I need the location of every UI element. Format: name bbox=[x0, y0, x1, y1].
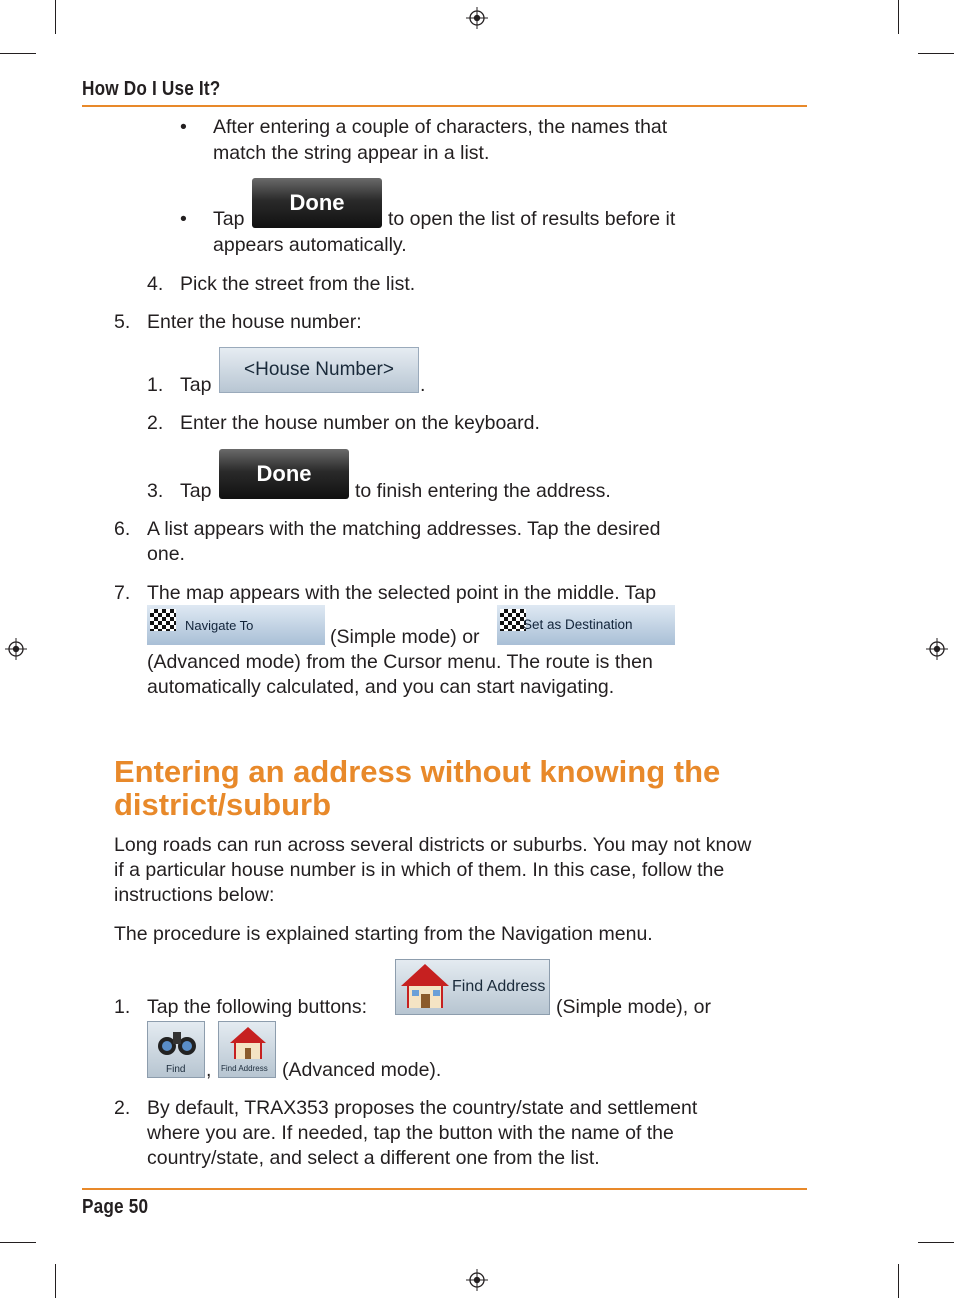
bullet2-tap: Tap bbox=[213, 208, 245, 230]
running-header: How Do I Use It? bbox=[82, 78, 221, 100]
step-number: 2. bbox=[114, 1097, 131, 1119]
bullet2-text: to open the list of results before it bbox=[388, 208, 676, 230]
step7-mid: (Simple mode) or bbox=[330, 626, 480, 648]
step6-line2: one. bbox=[147, 543, 185, 565]
sub2-text: Enter the house number on the keyboard. bbox=[180, 412, 540, 434]
s1-text: Tap the following buttons: bbox=[147, 996, 368, 1018]
step-number: 3. bbox=[147, 480, 164, 502]
house-number-button[interactable]: <House Number> bbox=[219, 347, 419, 393]
set-as-destination-button[interactable] bbox=[497, 605, 675, 645]
step-number: 5. bbox=[114, 311, 131, 333]
crop-mark bbox=[55, 0, 56, 34]
step-number: 7. bbox=[114, 582, 131, 604]
find-address-button[interactable] bbox=[395, 959, 550, 1015]
step6-line1: A list appears with the matching addresses. Tap the desired bbox=[147, 518, 661, 540]
navigate-to-button[interactable] bbox=[147, 605, 325, 645]
bullet2-line2: appears automatically. bbox=[213, 234, 407, 256]
sub1-tap: Tap bbox=[180, 374, 212, 396]
footer-rule bbox=[82, 1188, 807, 1190]
crop-mark bbox=[918, 1242, 954, 1243]
step-number: 6. bbox=[114, 518, 131, 540]
navigate-to-label: Navigate To bbox=[185, 618, 254, 633]
step-number: 4. bbox=[147, 273, 164, 295]
sub3-tap: Tap bbox=[180, 480, 212, 502]
s2-line3: country/state, and select a different one from the list. bbox=[147, 1147, 600, 1169]
crop-mark bbox=[918, 53, 954, 54]
sub3-text: to finish entering the address. bbox=[355, 480, 611, 502]
find-address-small-label: Find Address bbox=[221, 1064, 268, 1073]
crop-mark bbox=[898, 1264, 899, 1298]
para1-line3: instructions below: bbox=[114, 884, 275, 906]
bullet-marker: • bbox=[180, 116, 187, 138]
set-as-destination-label: Set as Destination bbox=[523, 617, 633, 632]
step7-line3: (Advanced mode) from the Cursor menu. The route is then bbox=[147, 651, 653, 673]
page-number: Page 50 bbox=[82, 1196, 149, 1218]
section-title-line2: district/suburb bbox=[114, 787, 332, 822]
step-number: 2. bbox=[147, 412, 164, 434]
find-address-small-button[interactable] bbox=[218, 1021, 276, 1078]
binoculars-icon bbox=[156, 1026, 198, 1060]
para1-line2: if a particular house number is in which of them. In this case, follow the bbox=[114, 859, 725, 881]
section-title-line1: Entering an address without knowing the bbox=[114, 754, 721, 789]
s1-comma: , bbox=[206, 1059, 212, 1081]
bullet1-line1: After entering a couple of characters, the names that bbox=[213, 116, 668, 138]
registration-mark-icon bbox=[466, 7, 488, 29]
step5-text: Enter the house number: bbox=[147, 311, 362, 333]
registration-mark-icon bbox=[5, 638, 27, 660]
s2-line2: where you are. If needed, tap the button with the name of the bbox=[147, 1122, 674, 1144]
crop-mark bbox=[898, 0, 899, 34]
header-rule bbox=[82, 105, 807, 107]
find-address-label: Find Address bbox=[452, 978, 546, 995]
checkered-flag-icon bbox=[150, 609, 176, 631]
house-icon bbox=[399, 962, 451, 1012]
step-number: 1. bbox=[147, 374, 164, 396]
registration-mark-icon bbox=[926, 638, 948, 660]
s1-advanced-mode: (Advanced mode). bbox=[282, 1059, 442, 1081]
bullet-marker: • bbox=[180, 208, 187, 230]
s2-line1: By default, TRAX353 proposes the country/state and settlement bbox=[147, 1097, 698, 1119]
bullet1-line2: match the string appear in a list. bbox=[213, 142, 490, 164]
find-label: Find bbox=[166, 1064, 186, 1075]
para1-line1: Long roads can run across several districts or suburbs. You may not know bbox=[114, 834, 752, 856]
find-button[interactable] bbox=[147, 1021, 205, 1078]
crop-mark bbox=[55, 1264, 56, 1298]
sub1-period: . bbox=[420, 374, 426, 396]
registration-mark-icon bbox=[466, 1269, 488, 1291]
house-icon bbox=[229, 1026, 267, 1060]
done-button[interactable]: Done bbox=[252, 178, 382, 228]
step7-line4: automatically calculated, and you can start navigating. bbox=[147, 676, 615, 698]
done-button[interactable]: Done bbox=[219, 449, 349, 499]
step7-line1: The map appears with the selected point in the middle. Tap bbox=[147, 582, 657, 604]
step-number: 1. bbox=[114, 996, 131, 1018]
step4-text: Pick the street from the list. bbox=[180, 273, 416, 295]
crop-mark bbox=[0, 53, 36, 54]
para2: The procedure is explained starting from the Navigation menu. bbox=[114, 923, 653, 945]
s1-simple-mode: (Simple mode), or bbox=[556, 996, 711, 1018]
crop-mark bbox=[0, 1242, 36, 1243]
